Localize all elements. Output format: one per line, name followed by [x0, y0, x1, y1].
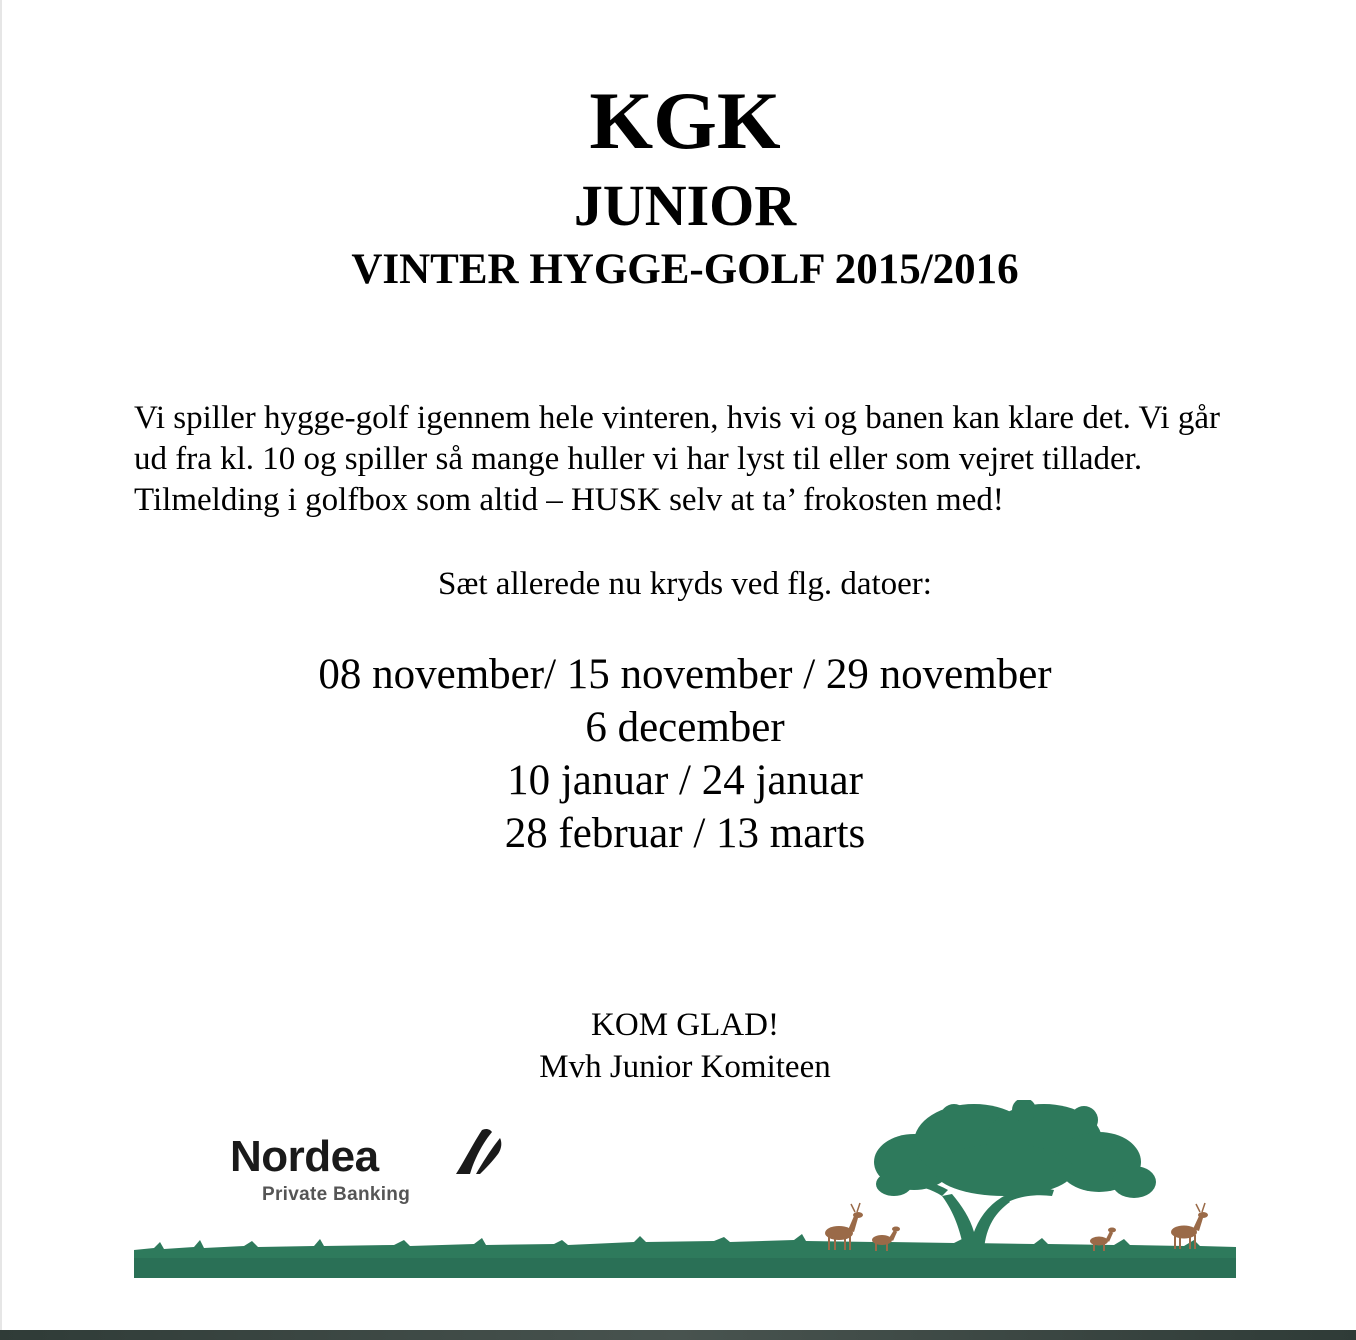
landscape-illustration [134, 1100, 1236, 1278]
intro-paragraph: Vi spiller hygge-golf igennem hele vinteren, hvis vi og banen kan klare det. Vi går ud fra kl. 10 og spiller så mange huller vi har lyst til eller som vejret tillader. Tilmelding i golfbox som altid – HUSK selv at ta’ frokosten med! [134, 400, 1220, 518]
junior-heading: JUNIOR [573, 173, 797, 238]
closing [0, 1004, 1356, 1088]
window-bottom-bar [0, 1330, 1356, 1340]
closing-signature: Mvh Junior Komiteen [539, 1049, 831, 1085]
date-list [0, 648, 1356, 860]
date-line: 10 januar / 24 januar [507, 757, 863, 804]
club-title: KGK [589, 75, 781, 166]
event-heading: VINTER HYGGE-GOLF 2015/2016 [351, 246, 1019, 293]
closing-greeting: KOM GLAD! [591, 1007, 779, 1043]
date-line: 08 november/ 15 november / 29 november [318, 651, 1052, 698]
sponsor-division: Private Banking [262, 1184, 411, 1205]
date-line: 28 februar / 13 marts [504, 810, 866, 857]
date-line: 6 december [585, 704, 785, 751]
sponsor-name: Nordea [230, 1132, 379, 1181]
dates-intro: Sæt allerede nu kryds ved flg. datoer: [438, 566, 932, 602]
